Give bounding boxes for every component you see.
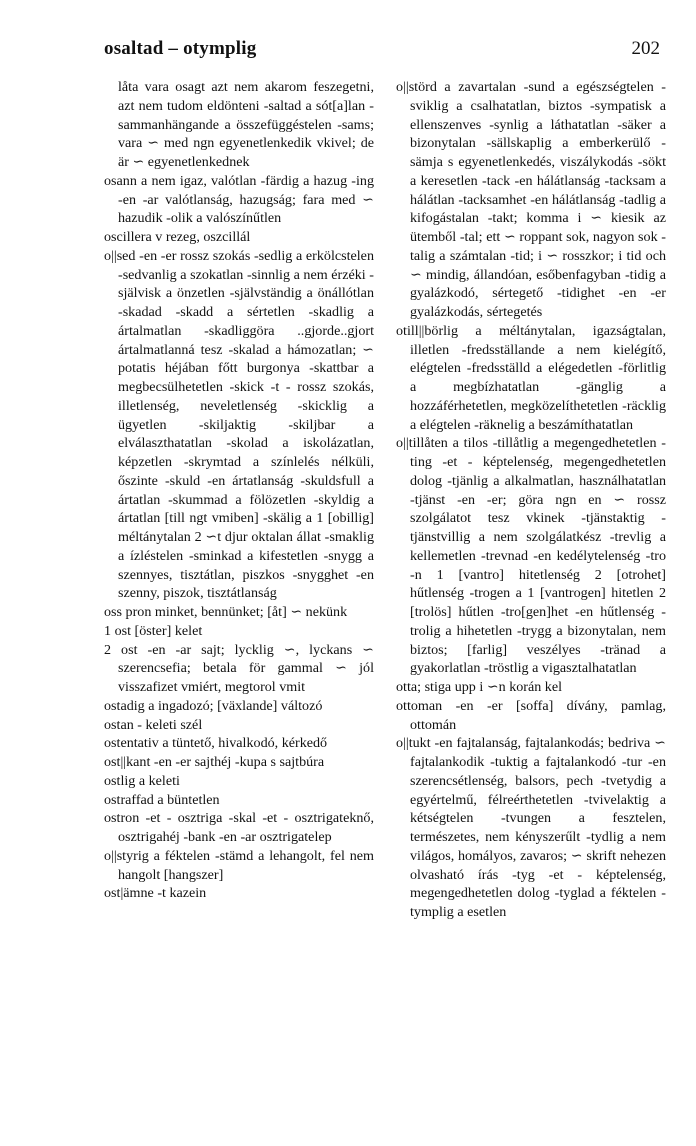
page-header (104, 38, 660, 64)
dictionary-entry: låta vara osagt azt nem akarom feszegetni, azt nem tudom eldönteni -saltad a sót[a]lan -sammanhängande a összefüggéstelen -sams; vara ∽ med ngn egyenetlenkedik vkivel; de är ∽ egyenetlenkednek (118, 79, 374, 170)
running-head: osaltad – otymplig (104, 38, 257, 59)
dictionary-entry: ost||kant -en -er sajthéj -kupa s sajtbúra (104, 754, 325, 770)
dictionary-entry: o||tukt -en fajtalanság, fajtalankodás; bedriva ∽ fajtalankodik -tuktig a fajtalankodó -tur -en szerencsétlenség, balsors, pech -tvetydig a egyértelmű, félreérthetetlen -tvivelaktig a kétségtelen -tvungen a fesztelen, természetes, nem kényszerűlt -tydlig a nem világos, homályos, zavaros; ∽ skrift nehezen olvasható írás -tyg -et - képtelenség, megengedhetetlen dolog -tyglad a féktelen -tymplig a esetlen (396, 735, 666, 920)
dictionary-entry: ostraffad a büntetlen (104, 791, 220, 808)
left-column (104, 78, 374, 903)
dictionary-entry: 1 ost [öster] kelet (104, 622, 203, 639)
right-column (396, 78, 666, 922)
dictionary-entry: 2 ost -en -ar sajt; lycklig ∽, lyckans ∽ szerencsefia; betala för gammal ∽ jól visszafizet vmiért, megtorol vmit (104, 641, 374, 695)
dictionary-entry: oss pron minket, bennünket; [åt] ∽ nekünk (104, 604, 348, 620)
dictionary-entry: o||styrig a féktelen -stämd a lehangolt, fel nem hangolt [hangszer] (104, 847, 374, 883)
dictionary-entry: oscillera v rezeg, oszcillál (104, 229, 251, 245)
dictionary-entry: ostan - keleti szél (104, 716, 203, 733)
dictionary-entry: o||tillåten a tilos -tillåtlig a megengedhetetlen -ting -et - képtelenség, megengedhetetlen dolog -tjänlig a alkalmatlan, használhatatlan -tjänst -en -er; göra ngn en ∽ rossz szolgálatot tesz vkinek -tjänstaktig -tjänstvillig a nem szolgálatkész -trevlig a kellemetlen -trevnad -en kedélytelenség -tro -n 1 [vantro] hitetlenség 2 [otrohet] hűtlenség -trogen a 1 [vantrogen] hitetlen 2 [trolös] hűtlen -tro[gen]het -en hűtlenség -trolig a hihetetlen -trygg a bizonytalan, nem biztos; [farlig] veszélyes -tränad a gyakorlatlan -tröstlig a vigasztalhatatlan (396, 435, 666, 677)
dictionary-entry: o||sed -en -er rossz szokás -sedlig a erkölcstelen -sedvanlig a szokatlan -sinnlig a nem érzéki -självisk a önzetlen -självständig a önállótlan -skadad -skadd a sértetlen -skadlig a ártalmatlan -skadliggöra ..gjorde..gjort ártalmatlanná tesz -skalad a hámozatlan; ∽ potatis héjában főtt burgonya -skattbar a megbecsülhetetlen -skick -t - rossz szokás, illetlenség, neveletlenség -skicklig a ügyetlen -skiljaktig -skiljbar a elválaszthatatlan -skolad a iskolázatlan, képzetlen -skrymtad a színlelés nélküli, őszinte -skuld -en ártatlanság -skuldsfull a ártatlan -skummad a fölözetlen -skyldig a ártatlan [till ngt vmiben] -skälig a 1 [obillig] méltánytalan 2 ∽t djur oktalan állat -smaklig a ízléstelen -sminkad a kifestetlen -snygg a szennyes, tisztátlan, piszkos -snygghet -en szenny, piszok, tisztátlanság (104, 247, 374, 602)
dictionary-entry: osann a nem igaz, valótlan -färdig a hazug -ing -en -ar valótlanság, hazugság; fara med ∽ hazudik -olik a valószínűtlen (104, 172, 374, 227)
dictionary-entry: ost|ämne -t kazein (104, 885, 207, 902)
dictionary-entry: ottoman -en -er [soffa] dívány, pamlag, ottomán (396, 697, 666, 733)
dictionary-entry: ostadig a ingadozó; [växlande] változó (104, 697, 323, 714)
dictionary-entry: otta; stiga upp i ∽n korán kel (396, 679, 563, 695)
dictionary-entry: o||störd a zavartalan -sund a egészségtelen -sviklig a csalhatatlan, biztos -sympatisk a ellenszenves -synlig a láthatatlan -säker a bizonytalan -sällskaplig a emberkerülő -sämja s egyenetlenkedés, viszálykodás -sökt a keresetlen -tack -en hálátlanság -tacksam a hálátlan -tacksamhet -en hálátlanság -tadlig a kifogástalan -takt; komma i ∽ kiesik az ütemből -tal; ett ∽ roppant sok, nagyon sok -talig a számtalan -tid; i ∽ rosszkor; i tid och ∽ mindig, állandóan, esőbenfagyban -tidig a gyalázkodó, sértegető -tidighet -en -er gyalázkodás, sértegetés (396, 79, 666, 320)
dictionary-entry: ostlig a keleti (104, 772, 180, 789)
dictionary-entry: ostron -et - osztriga -skal -et - osztrigateknő, osztrigahéj -bank -en -ar osztrigatelep (104, 810, 374, 845)
dictionary-entry: ostentativ a tüntető, hivalkodó, kérkedő (104, 735, 328, 752)
page-number: 202 (631, 38, 660, 59)
dictionary-entry: otill||börlig a méltánytalan, igazságtalan, illetlen -fredsställande a nem kielégítő, elégtelen -fredsställd a elégedetlen -förlitlig a megbízhatatlan -gänglig a hozzáférhetetlen, megközelíthetetlen -räcklig a elégtelen -räknelig a beszámíthatatlan (396, 322, 666, 433)
